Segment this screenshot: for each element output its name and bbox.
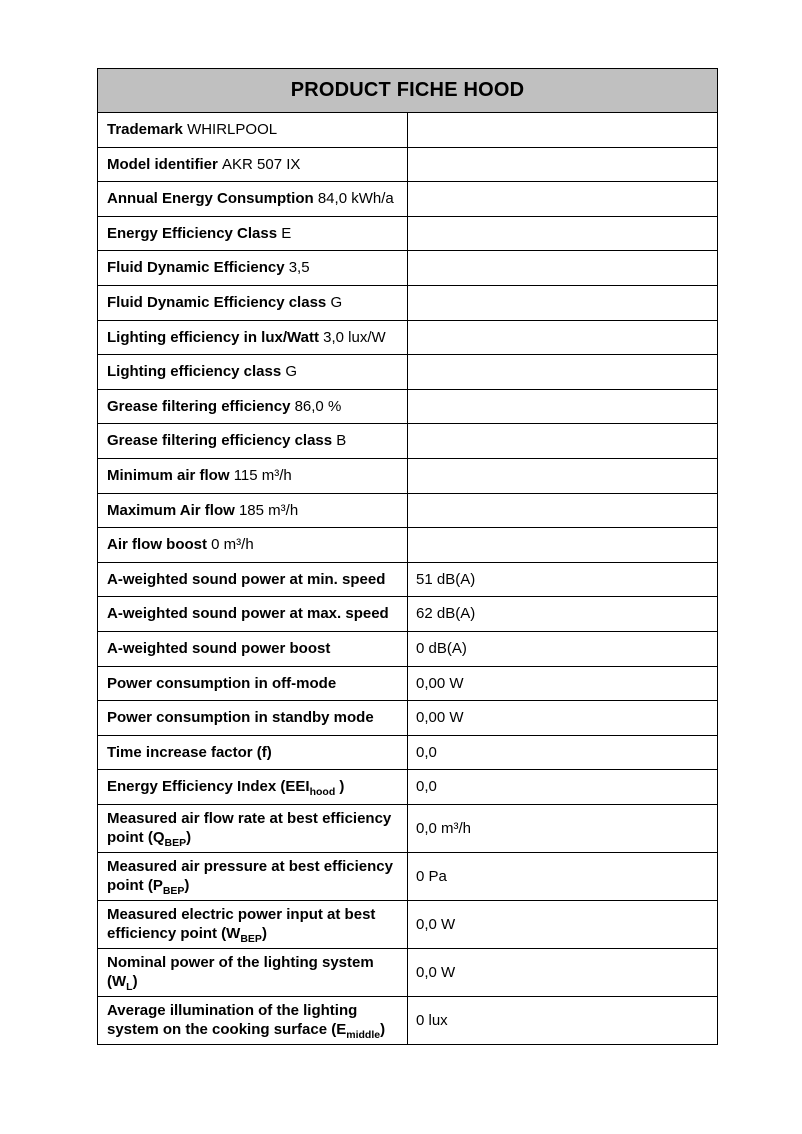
spec-inline-value: 115 m³/h [233, 466, 292, 484]
spec-row [98, 528, 718, 563]
spec-value [408, 493, 718, 528]
spec-row [98, 493, 718, 528]
spec-label-cell [98, 424, 408, 459]
spec-label: A-weighted sound power boost [107, 639, 331, 657]
spec-label: Fluid Dynamic Efficiency class [107, 294, 327, 312]
spec-label-cell [98, 631, 408, 666]
spec-value: 0,00 W [408, 701, 718, 736]
spec-label-cell [98, 948, 408, 996]
spec-label-suffix: ) [184, 877, 190, 895]
spec-label: Maximum Air flow [107, 501, 235, 519]
spec-label-cell [98, 320, 408, 355]
spec-label-cell [98, 597, 408, 632]
spec-value: 0 Pa [408, 852, 718, 900]
spec-label: Average illumination of the lighting system on the cooking surface (E [107, 1001, 358, 1039]
spec-label-suffix: ) [380, 1021, 386, 1039]
spec-label-subscript: BEP [164, 837, 187, 850]
spec-label-cell [98, 182, 408, 217]
spec-row [98, 735, 718, 770]
spec-label-subscript: hood [309, 786, 336, 799]
spec-label-cell [98, 996, 408, 1044]
spec-label-cell [98, 528, 408, 563]
spec-label-cell [98, 355, 408, 390]
spec-value: 0,0 m³/h [408, 804, 718, 852]
spec-value [408, 182, 718, 217]
spec-value: 0 lux [408, 996, 718, 1044]
spec-label-suffix: ) [335, 778, 345, 796]
spec-label-suffix: ) [261, 925, 267, 943]
spec-row [98, 458, 718, 493]
spec-label: Measured air flow rate at best efficiency point (Q [107, 809, 392, 847]
spec-inline-value: WHIRLPOOL [187, 121, 278, 139]
spec-row [98, 597, 718, 632]
spec-inline-value: 86,0 % [294, 397, 342, 415]
product-fiche-table [97, 68, 718, 1045]
spec-inline-value: G [285, 363, 298, 381]
spec-label-cell [98, 735, 408, 770]
spec-inline-value: 0 m³/h [211, 536, 254, 554]
spec-label-cell [98, 251, 408, 286]
spec-value [408, 458, 718, 493]
spec-label: Nominal power of the lighting system (W [107, 953, 374, 991]
spec-label: Grease filtering efficiency [107, 397, 291, 415]
spec-label-subscript: middle [346, 1029, 381, 1042]
spec-label: Power consumption in standby mode [107, 709, 374, 727]
spec-label-cell [98, 216, 408, 251]
spec-value: 0,0 W [408, 948, 718, 996]
spec-value: 0 dB(A) [408, 631, 718, 666]
spec-value: 0,0 W [408, 900, 718, 948]
spec-row [98, 389, 718, 424]
spec-row [98, 852, 718, 900]
spec-label: Energy Efficiency Index (EEI [107, 778, 310, 796]
spec-label-cell [98, 285, 408, 320]
spec-label: Fluid Dynamic Efficiency [107, 259, 285, 277]
spec-inline-value: 3,5 [288, 259, 310, 277]
spec-label: Lighting efficiency class [107, 363, 282, 381]
spec-label-subscript: BEP [162, 885, 185, 898]
spec-row [98, 285, 718, 320]
spec-label-subscript: L [126, 981, 133, 994]
spec-value [408, 389, 718, 424]
spec-label: Annual Energy Consumption [107, 190, 314, 208]
spec-row [98, 216, 718, 251]
spec-value [408, 355, 718, 390]
spec-value [408, 528, 718, 563]
spec-row [98, 804, 718, 852]
spec-row [98, 770, 718, 805]
spec-inline-value: G [330, 294, 343, 312]
spec-value: 0,00 W [408, 666, 718, 701]
spec-inline-value: E [281, 224, 292, 242]
spec-inline-value: AKR 507 IX [222, 155, 301, 173]
spec-value [408, 320, 718, 355]
spec-value [408, 424, 718, 459]
spec-label: Measured electric power input at best efficiency point (W [107, 905, 376, 943]
spec-value [408, 251, 718, 286]
spec-label-cell [98, 458, 408, 493]
spec-label-cell [98, 493, 408, 528]
spec-label: Air flow boost [107, 536, 207, 554]
spec-rows [98, 113, 718, 1045]
spec-label-cell [98, 113, 408, 148]
spec-row [98, 251, 718, 286]
spec-row [98, 113, 718, 148]
spec-label-cell [98, 147, 408, 182]
spec-inline-value: 3,0 lux/W [323, 328, 386, 346]
spec-row [98, 147, 718, 182]
spec-row [98, 948, 718, 996]
spec-label: Minimum air flow [107, 466, 230, 484]
spec-label-subscript: BEP [240, 933, 262, 946]
spec-label-cell [98, 852, 408, 900]
spec-row [98, 355, 718, 390]
spec-inline-value: 185 m³/h [238, 501, 299, 519]
spec-label-suffix: ) [132, 973, 138, 991]
spec-value: 0,0 [408, 735, 718, 770]
spec-row [98, 320, 718, 355]
spec-label: A-weighted sound power at min. speed [107, 570, 386, 588]
spec-label-cell [98, 770, 408, 805]
spec-row [98, 562, 718, 597]
spec-value [408, 147, 718, 182]
spec-label: Trademark [107, 121, 183, 139]
spec-label-cell [98, 900, 408, 948]
spec-row [98, 900, 718, 948]
spec-inline-value: 84,0 kWh/a [317, 190, 394, 208]
spec-row [98, 424, 718, 459]
table-title-row [98, 69, 718, 113]
spec-label-cell [98, 701, 408, 736]
spec-label: A-weighted sound power at max. speed [107, 605, 389, 623]
spec-row [98, 996, 718, 1044]
spec-label-cell [98, 804, 408, 852]
page-title: PRODUCT FICHE HOOD [98, 69, 718, 113]
spec-value: 62 dB(A) [408, 597, 718, 632]
spec-value [408, 113, 718, 148]
spec-label: Power consumption in off-mode [107, 674, 337, 692]
spec-label: Model identifier [107, 155, 218, 173]
spec-label: Grease filtering efficiency class [107, 432, 333, 450]
spec-label: Energy Efficiency Class [107, 224, 278, 242]
spec-value: 0,0 [408, 770, 718, 805]
spec-label-cell [98, 666, 408, 701]
spec-row [98, 182, 718, 217]
spec-row [98, 701, 718, 736]
spec-label: Lighting efficiency in lux/Watt [107, 328, 319, 346]
spec-label: Time increase factor (f) [107, 743, 272, 761]
spec-row [98, 631, 718, 666]
spec-value [408, 216, 718, 251]
spec-label-suffix: ) [186, 829, 192, 847]
spec-label-cell [98, 389, 408, 424]
spec-inline-value: B [336, 432, 347, 450]
spec-value: 51 dB(A) [408, 562, 718, 597]
spec-row [98, 666, 718, 701]
spec-value [408, 285, 718, 320]
spec-label: Measured air pressure at best efficiency point (P [107, 857, 393, 895]
spec-label-cell [98, 562, 408, 597]
